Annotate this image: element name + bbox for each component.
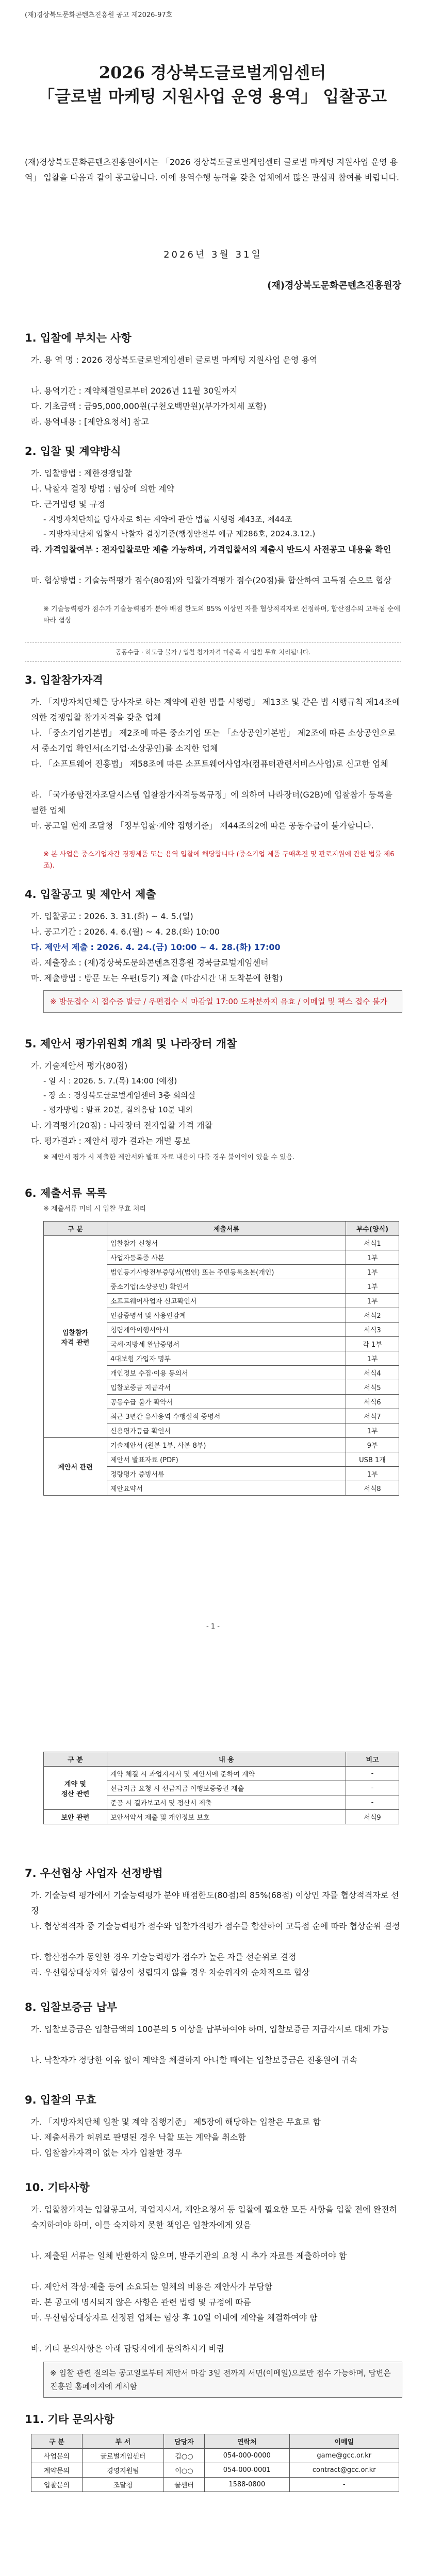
s2-item: 마. 협상방법 : 기술능력평가 점수(80점)와 입찰가격평가 점수(20점)를 합산하여 고득점 순으로 협상 xyxy=(31,575,391,585)
table-header: 비고 xyxy=(346,1752,399,1767)
s3-item: 마. 공고일 현재 조달청 「정부입찰·계약 집행기준」 제44조의2에 따른 공동수급이 불가합니다. xyxy=(31,821,374,831)
s5-item: - 평가방법 : 발표 20분, 질의응답 10분 내외 xyxy=(43,1105,193,1114)
s7-item: 나. 협상적격자 중 기술능력평가 점수와 입찰가격평가 점수를 합산하여 고득점 순에 따라 협상순위 결정 xyxy=(31,1921,400,1931)
table-row xyxy=(44,1767,399,1781)
cell-document: 제안서 발표자료 (PDF) xyxy=(107,1452,346,1467)
cell-copies: USB 1개 xyxy=(346,1452,399,1467)
section-7-heading: 7. 우선협상 사업자 선정방법 xyxy=(25,1867,163,1879)
table-header: 구 분 xyxy=(44,1752,107,1767)
cell-copies: 서식5 xyxy=(346,1380,399,1395)
s9-item: 나. 제출서류가 허위로 판명된 경우 낙찰 또는 계약을 취소함 xyxy=(31,2132,246,2142)
section-6-heading: 6. 제출서류 목록 xyxy=(25,1187,107,1199)
cell-copies: 1부 xyxy=(346,1467,399,1481)
cell-note: - xyxy=(346,1781,399,1795)
table-cell: 조달청 xyxy=(82,2478,163,2492)
cell-note: 서식9 xyxy=(346,1810,399,1824)
section-10-heading: 10. 기타사항 xyxy=(25,2181,90,2194)
cell-document: 청렴계약이행서약서 xyxy=(107,1323,346,1337)
section-5-heading: 5. 제안서 평가위원회 개최 및 나라장터 개찰 xyxy=(25,1038,237,1050)
s5-item: 나. 가격평가(20점) : 나라장터 전자입찰 가격 개찰 xyxy=(31,1121,213,1130)
issuing-organization: (재)경상북도문화콘텐츠진흥원장 xyxy=(267,280,401,291)
cell-copies: 9부 xyxy=(346,1438,399,1452)
table-header: 담당자 xyxy=(163,2434,204,2449)
s1-item: 다. 기초금액 : 금95,000,000원(구천오백만원)(부가가치세 포함) xyxy=(31,401,267,411)
s2-note: ※ 기술능력평가 점수가 기술능력평가 분야 배점 한도의 85% 이상인 자를 협상적격자로 선정하며, 합산점수의 고득점 순에 따라 협상 xyxy=(43,605,400,624)
s2-item: 가. 입찰방법 : 제한경쟁입찰 xyxy=(31,468,132,478)
cell-document: 인감증명서 및 사용인감계 xyxy=(107,1308,346,1323)
table-cell: - xyxy=(289,2478,399,2492)
table-cell: 경영지원팀 xyxy=(82,2463,163,2478)
table-cell: 054-000-0000 xyxy=(205,2449,289,2463)
s4-item: 다. 제안서 제출 : 2026. 4. 24.(금) 10:00 ~ 4. 28.(화) 17:00 xyxy=(31,942,281,952)
s7-item: 라. 우선협상대상자와 협상이 성립되지 않을 경우 차순위자와 순차적으로 협상 xyxy=(31,1968,310,1977)
table-row xyxy=(31,2478,399,2492)
page-number: - 1 - xyxy=(206,1623,220,1631)
page-2 xyxy=(0,1731,426,2576)
cell-copies: 1부 xyxy=(346,1423,399,1438)
table-cell: 계약문의 xyxy=(31,2463,83,2478)
table-header: 구 분 xyxy=(44,1222,107,1236)
cell-document: 정량평가 증빙서류 xyxy=(107,1467,346,1481)
s4-callout: ※ 방문접수 시 접수증 발급 / 우편접수 시 마감일 17:00 도착분까지 유효 / 이메일 및 팩스 접수 불가 xyxy=(43,990,402,1013)
cell-copies: 1부 xyxy=(346,1265,399,1279)
table-cell: 콜센터 xyxy=(163,2478,204,2492)
cell-document: 신용평가등급 확인서 xyxy=(107,1423,346,1438)
intro-paragraph: (재)경상북도문화콘텐츠진흥원에서는 「2026 경상북도글로벌게임센터 글로벌 마케팅 지원사업 운영 용역」 입찰을 다음과 같이 공고합니다. 이에 용역수행 능력을 갖춘 업체에서 많은 관심과 참여를 바랍니다. xyxy=(25,157,399,182)
s5-item: - 장 소 : 경상북도글로벌게임센터 3층 회의실 xyxy=(43,1091,195,1100)
s2-item: 다. 근거법령 및 규정 xyxy=(31,499,105,509)
title-line-1: 2026 경상북도글로벌게임센터 xyxy=(99,63,326,82)
contact-table xyxy=(31,2434,399,2492)
table-cell: 이○○ xyxy=(163,2463,204,2478)
section-9-heading: 9. 입찰의 무효 xyxy=(25,2094,96,2106)
announcement-number: (재)경상북도문화콘텐츠진흥원 공고 제2026-97호 xyxy=(25,11,173,19)
cell-copies: 서식6 xyxy=(346,1395,399,1409)
table-header: 연락처 xyxy=(205,2434,289,2449)
cell-content: 선금지급 요청 시 선금지급 이행보증증권 제출 xyxy=(107,1781,346,1795)
cell-copies: 서식4 xyxy=(346,1366,399,1380)
table-row xyxy=(44,1236,399,1250)
cell-document: 기술제안서 (원본 1부, 사본 8부) xyxy=(107,1438,346,1452)
s10-item: 마. 우선협상대상자로 선정된 업체는 협상 후 10일 이내에 계약을 체결하여야 함 xyxy=(31,2313,318,2323)
section-1-heading: 1. 입찰에 부치는 사항 xyxy=(25,332,132,344)
footnote: 공동수급 · 하도급 불가 / 입찰 참가자격 미충족 시 입찰 무효 처리됩니다. xyxy=(115,649,311,656)
table-cell: game@gcc.or.kr xyxy=(289,2449,399,2463)
section-3-heading: 3. 입찰참가자격 xyxy=(25,674,103,686)
table-header: 구 분 xyxy=(31,2434,83,2449)
s9-item: 다. 입찰참가자격이 없는 자가 입찰한 경우 xyxy=(31,2148,183,2158)
title-block xyxy=(37,61,388,133)
s10-callout: ※ 입찰 관련 질의는 공고일로부터 제안서 마감 3일 전까지 서면(이메일)으로만 접수 가능하며, 답변은 진흥원 홈페이지에 게시함 xyxy=(43,2362,402,2398)
group-label: 제안서 관련 xyxy=(44,1438,107,1496)
cell-document: 국세·지방세 완납증명서 xyxy=(107,1337,346,1351)
table-header: 부 서 xyxy=(82,2434,163,2449)
table-cell: 김○○ xyxy=(163,2449,204,2463)
cell-document: 공동수급 불가 확약서 xyxy=(107,1395,346,1409)
s10-item: 나. 제출된 서류는 일체 반환하지 않으며, 발주기관의 요청 시 추가 자료를 제출하여야 함 xyxy=(31,2251,347,2261)
section-2-heading: 2. 입찰 및 계약방식 xyxy=(25,445,121,457)
s7-item: 가. 기술능력 평가에서 기술능력평가 분야 배점한도(80점)의 85%(68점) 이상인 자를 협상적격자로 선정 xyxy=(31,1890,399,1916)
s6-note: ※ 제출서류 미비 시 입찰 무효 처리 xyxy=(43,1205,146,1213)
s8-item: 나. 낙찰자가 정당한 이유 없이 계약을 체결하지 아니할 때에는 입찰보증금은 진흥원에 귀속 xyxy=(31,2055,357,2065)
s10-item: 라. 본 공고에 명시되지 않은 사항은 관련 법령 및 규정에 따름 xyxy=(31,2297,251,2307)
s9-item: 가. 「지방자치단체 입찰 및 계약 집행기준」 제5장에 해당하는 입찰은 무효로 함 xyxy=(31,2117,321,2127)
cell-copies: 1부 xyxy=(346,1250,399,1265)
cell-content: 보안서약서 제출 및 개인정보 보호 xyxy=(107,1810,346,1824)
s5-item: - 일 시 : 2026. 5. 7.(목) 14:00 (예정) xyxy=(43,1076,177,1086)
s4-item: 가. 입찰공고 : 2026. 3. 31.(화) ~ 4. 5.(일) xyxy=(31,911,193,921)
cell-copies: 1부 xyxy=(346,1279,399,1294)
table-cell: 사업문의 xyxy=(31,2449,83,2463)
section-8-heading: 8. 입찰보증금 납부 xyxy=(25,2001,118,2013)
contract-table xyxy=(43,1752,399,1824)
group-label: 계약 및 정산 관련 xyxy=(44,1767,107,1810)
table-row xyxy=(31,2463,399,2478)
table-row xyxy=(44,1810,399,1824)
group-label: 입찰참가 자격 관련 xyxy=(44,1236,107,1438)
s2-item: 나. 낙찰자 결정 방법 : 협상에 의한 계약 xyxy=(31,484,174,494)
s3-item: 다. 「소프트웨어 진흥법」 제58조에 따른 소프트웨어사업자(컴퓨터관련서비스사업)로 신고한 업체 xyxy=(31,759,388,769)
cell-document: 입찰보증금 지급각서 xyxy=(107,1380,346,1395)
section-11-heading: 11. 기타 문의사항 xyxy=(25,2413,114,2426)
s5-item: 다. 평가결과 : 제안서 평가 결과는 개별 통보 xyxy=(31,1136,190,1146)
s3-note: ※ 본 사업은 중소기업자간 경쟁제품 또는 용역 입찰에 해당합니다 (중소기업 제품 구매촉진 및 판로지원에 관한 법률 제6조). xyxy=(43,851,395,870)
s1-item: 라. 용역내용 : [제안요청서] 참고 xyxy=(31,417,149,427)
s7-item: 다. 합산점수가 동일한 경우 기술능력평가 점수가 높은 자를 선순위로 결정 xyxy=(31,1952,297,1962)
table-header: 내 용 xyxy=(107,1752,346,1767)
cell-document: 최근 3년간 유사용역 수행실적 증명서 xyxy=(107,1409,346,1423)
cell-content: 준공 시 결과보고서 및 정산서 제출 xyxy=(107,1795,346,1810)
s5-note: ※ 제안서 평가 시 제출한 제안서와 발표 자료 내용이 다를 경우 불이익이 있을 수 있음. xyxy=(43,1154,295,1161)
table-cell: 1588-0800 xyxy=(205,2478,289,2492)
s2-item: - 지방자치단체를 당사자로 하는 계약에 관한 법률 시행령 제43조, 제44조 xyxy=(43,515,292,524)
table-header: 이메일 xyxy=(289,2434,399,2449)
cell-document: 법인등기사항전부증명서(법인) 또는 주민등록초본(개인) xyxy=(107,1265,346,1279)
table-row xyxy=(31,2449,399,2463)
table-row xyxy=(44,1438,399,1452)
cell-copies: 각 1부 xyxy=(346,1337,399,1351)
s3-item: 라. 「국가종합전자조달시스템 입찰참가자격등록규정」에 의하여 나라장터(G2B)에 입찰참가 등록을 필한 업체 xyxy=(31,790,392,815)
s1-item: 나. 용역기간 : 계약체결일로부터 2026년 11월 30일까지 xyxy=(31,386,238,396)
s2-item: 라. 가격입찰여부 : 전자입찰로만 제출 가능하며, 가격입찰서의 제출시 반드시 사전공고 내용을 확인 xyxy=(31,545,391,554)
s8-item: 가. 입찰보증금은 입찰금액의 100분의 5 이상을 납부하여야 하며, 입찰보증금 지급각서로 대체 가능 xyxy=(31,2024,389,2034)
s10-item: 가. 입찰참가자는 입찰공고서, 과업지시서, 제안요청서 등 입찰에 필요한 모든 사항을 입찰 전에 완전히 숙지하여야 하며, 이를 숙지하지 못한 책임은 입찰자에게 있음 xyxy=(31,2205,397,2230)
cell-copies: 서식3 xyxy=(346,1323,399,1337)
table-cell: contract@gcc.or.kr xyxy=(289,2463,399,2478)
cell-content: 계약 체결 시 과업지시서 및 제안서에 준하여 계약 xyxy=(107,1767,346,1781)
cell-copies: 서식1 xyxy=(346,1236,399,1250)
cell-copies: 1부 xyxy=(346,1294,399,1308)
s3-item: 나. 「중소기업기본법」 제2조에 따른 중소기업 또는 「소상공인기본법」 제2조에 따른 소상공인으로서 중소기업 확인서(소기업·소상공인)를 소지한 업체 xyxy=(31,728,396,753)
s4-item: 마. 제출방법 : 방문 또는 우편(등기) 제출 (마감시간 내 도착분에 한함) xyxy=(31,973,283,983)
s4-item: 라. 제출장소 : (재)경상북도문화콘텐츠진흥원 경북글로벌게임센터 xyxy=(31,958,269,968)
cell-copies: 서식8 xyxy=(346,1481,399,1496)
announcement-date: 2026년 3월 31일 xyxy=(163,249,263,260)
s2-item: - 지방자치단체 입찰시 낙찰자 결정기준(행정안전부 예규 제286호, 2024.3.12.) xyxy=(43,529,316,538)
cell-copies: 1부 xyxy=(346,1351,399,1366)
cell-note: - xyxy=(346,1795,399,1810)
table-header: 부수(양식) xyxy=(346,1222,399,1236)
s10-item: 다. 제안서 작성·제출 등에 소요되는 일체의 비용은 제안사가 부담함 xyxy=(31,2282,273,2292)
cell-document: 소프트웨어사업자 신고확인서 xyxy=(107,1294,346,1308)
page-gap xyxy=(0,1649,426,1731)
s5-item: 가. 기술제안서 평가(80점) xyxy=(31,1061,128,1071)
group-label: 보안 관련 xyxy=(44,1810,107,1824)
cell-document: 제안요약서 xyxy=(107,1481,346,1496)
cell-document: 개인정보 수집·이용 동의서 xyxy=(107,1366,346,1380)
table-header: 제출서류 xyxy=(107,1222,346,1236)
table-cell: 글로벌게임센터 xyxy=(82,2449,163,2463)
title-line-2: 「글로벌 마케팅 지원사업 운영 용역」 입찰공고 xyxy=(38,87,387,106)
table-cell: 입찰문의 xyxy=(31,2478,83,2492)
cell-document: 입찰참가 신청서 xyxy=(107,1236,346,1250)
cell-document: 4대보험 가입자 명부 xyxy=(107,1351,346,1366)
table-cell: 054-000-0001 xyxy=(205,2463,289,2478)
cell-document: 중소기업(소상공인) 확인서 xyxy=(107,1279,346,1294)
section-4-heading: 4. 입찰공고 및 제안서 제출 xyxy=(25,888,156,901)
s10-item: 바. 기타 문의사항은 아래 담당자에게 문의하시기 바람 xyxy=(31,2344,225,2353)
s3-item: 가. 「지방자치단체를 당사자로 하는 계약에 관한 법률 시행령」 제13조 및 같은 법 시행규칙 제14조에 의한 경쟁입찰 참가자격을 갖춘 업체 xyxy=(31,697,400,722)
submission-table xyxy=(43,1221,399,1496)
cell-note: - xyxy=(346,1767,399,1781)
s1-item: 가. 용 역 명 : 2026 경상북도글로벌게임센터 글로벌 마케팅 지원사업 운영 용역 xyxy=(31,355,318,365)
s4-item: 나. 공고기간 : 2026. 4. 6.(월) ~ 4. 28.(화) 10:00 xyxy=(31,927,220,937)
cell-copies: 서식7 xyxy=(346,1409,399,1423)
cell-copies: 서식2 xyxy=(346,1308,399,1323)
cell-document: 사업자등록증 사본 xyxy=(107,1250,346,1265)
